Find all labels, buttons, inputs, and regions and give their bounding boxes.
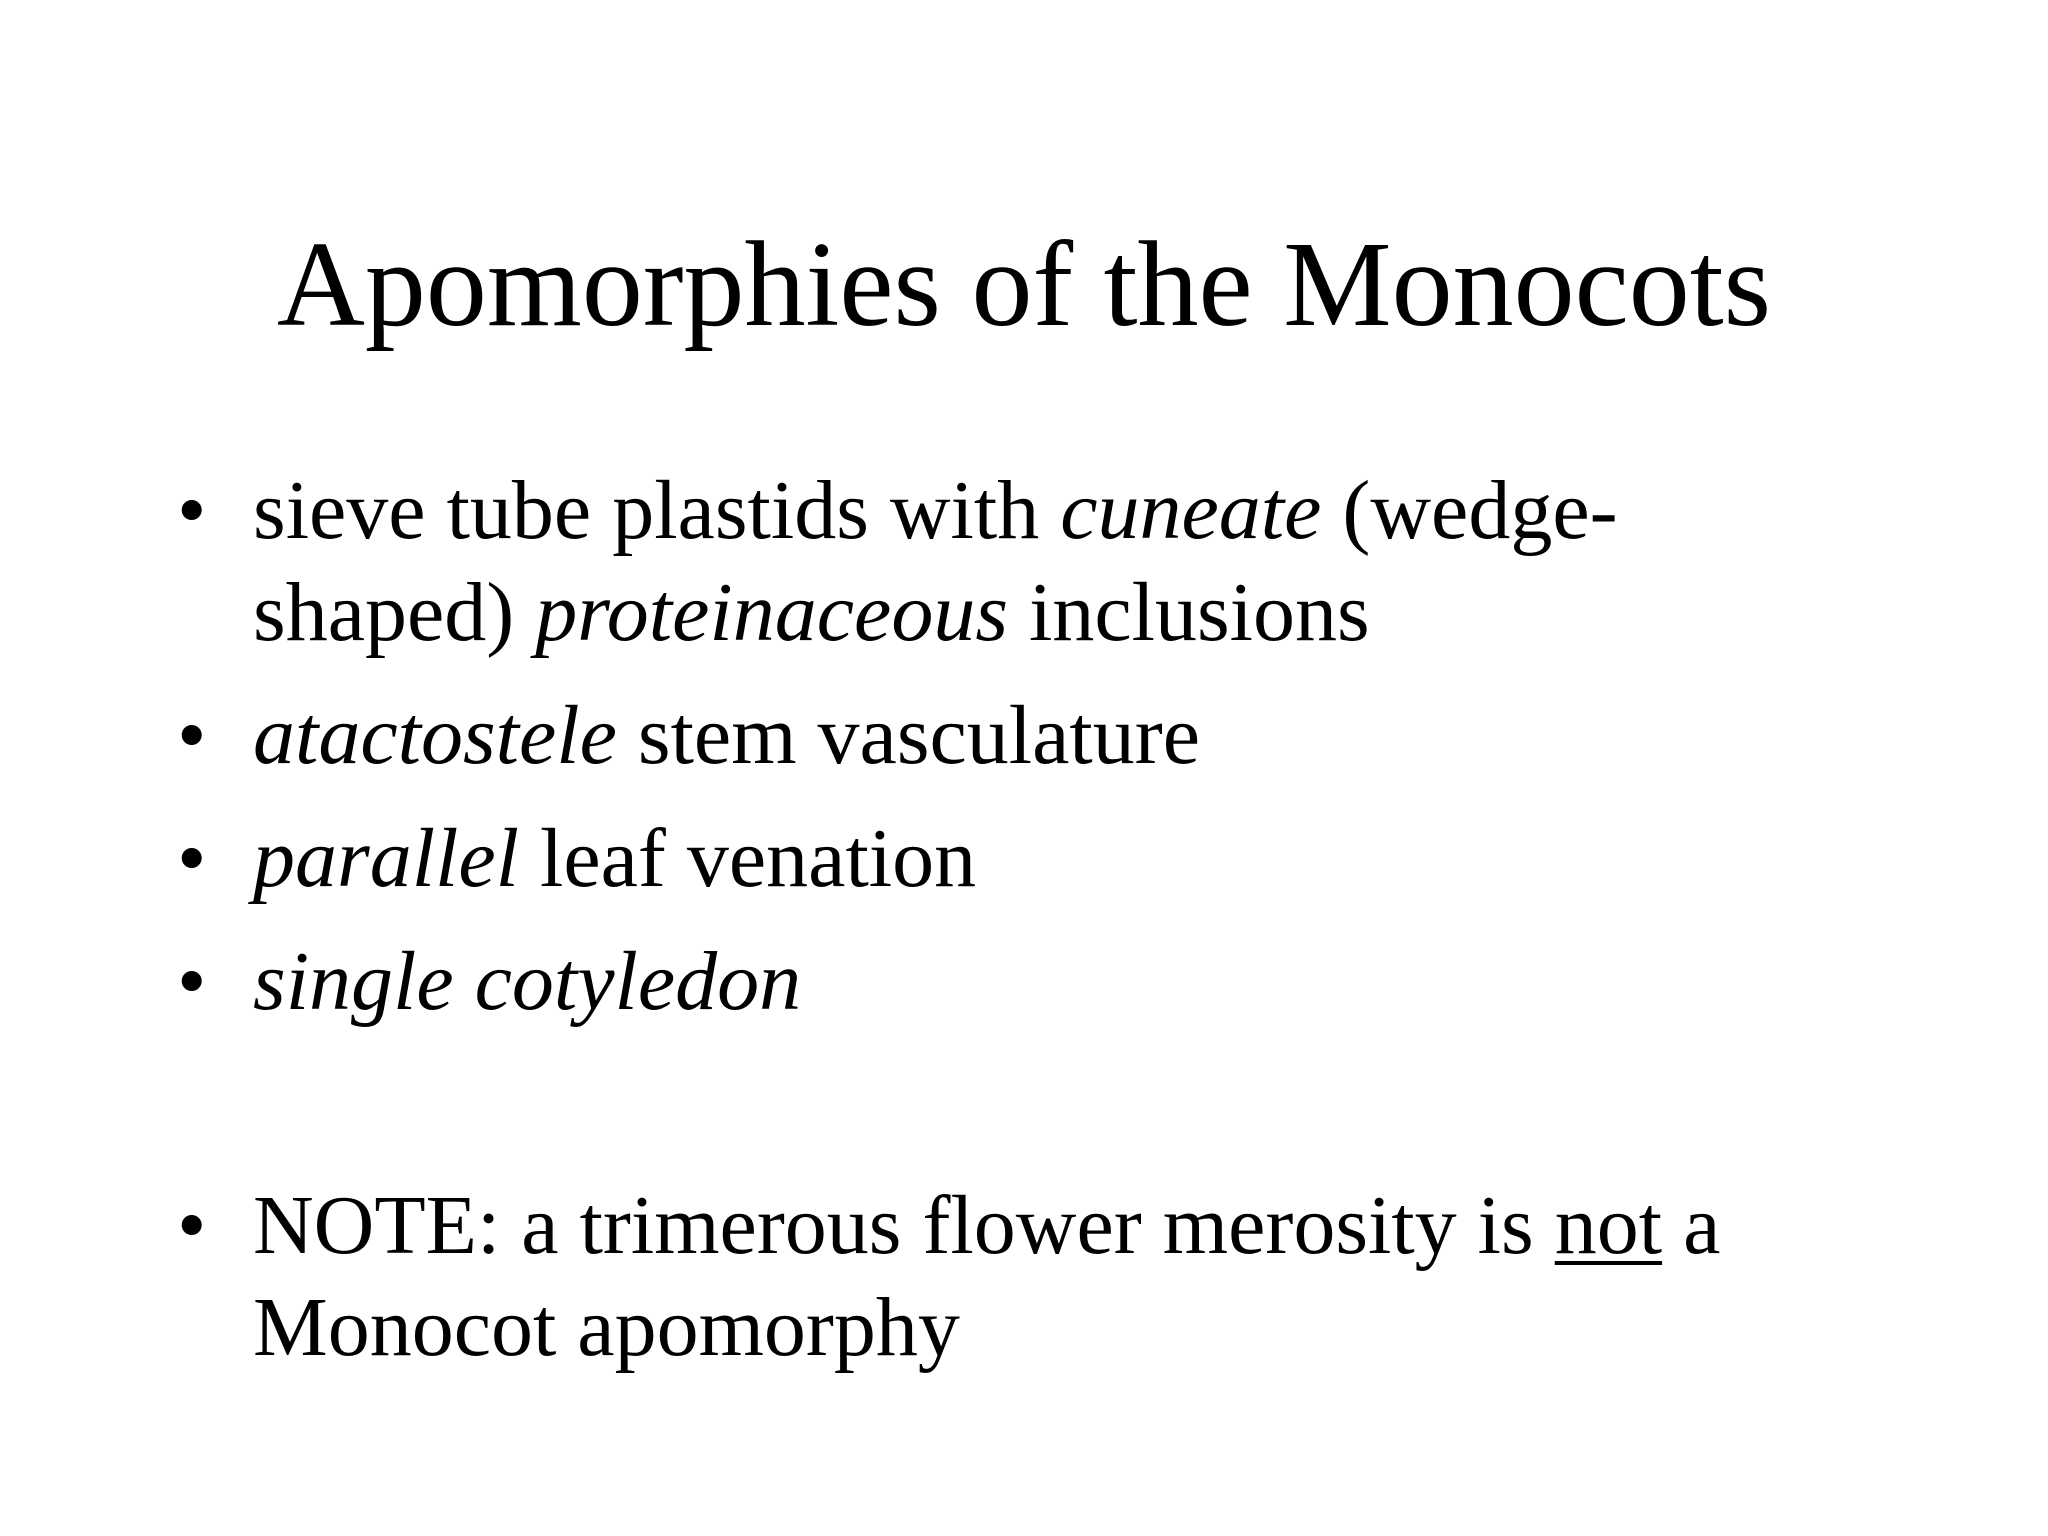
italic-term-parallel: parallel <box>253 812 519 905</box>
bullet-text-line <box>253 808 1973 910</box>
italic-term-cuneate: cuneate <box>1060 464 1322 557</box>
italic-term-proteinaceous: proteinaceous <box>535 566 1009 659</box>
text-run: stem vasculature <box>616 689 1201 782</box>
text-run: NOTE: a trimerous flower merosity is <box>253 1179 1555 1272</box>
bullet-dot: • <box>177 464 207 557</box>
italic-term-single-cotyledon: single cotyledon <box>253 935 802 1028</box>
text-run: leaf venation <box>519 812 977 905</box>
bullet-text-line <box>253 685 1973 787</box>
bullet-text-line <box>253 460 1973 562</box>
bullet-dot: • <box>177 812 207 905</box>
bullet-text-line <box>253 931 1973 1033</box>
bullet-text-line <box>253 562 1973 664</box>
text-run: Monocot apomorphy <box>253 1281 960 1374</box>
text-run: shaped) <box>253 566 536 659</box>
bullet-text-line <box>253 1277 1973 1379</box>
text-run: inclusions <box>1008 566 1370 659</box>
bullet-dot: • <box>177 935 207 1028</box>
slide-title: Apomorphies of the Monocots <box>276 217 1772 352</box>
bullet-dot: • <box>177 1179 207 1272</box>
bullet-text-line <box>253 1175 1973 1277</box>
italic-term-atactostele: atactostele <box>253 689 617 782</box>
underlined-word-not: not <box>1554 1179 1663 1272</box>
text-run: sieve tube plastids with <box>253 464 1061 557</box>
bullet-dot: • <box>177 689 207 782</box>
text-run: (wedge- <box>1321 464 1618 557</box>
text-run: a <box>1662 1179 1721 1272</box>
